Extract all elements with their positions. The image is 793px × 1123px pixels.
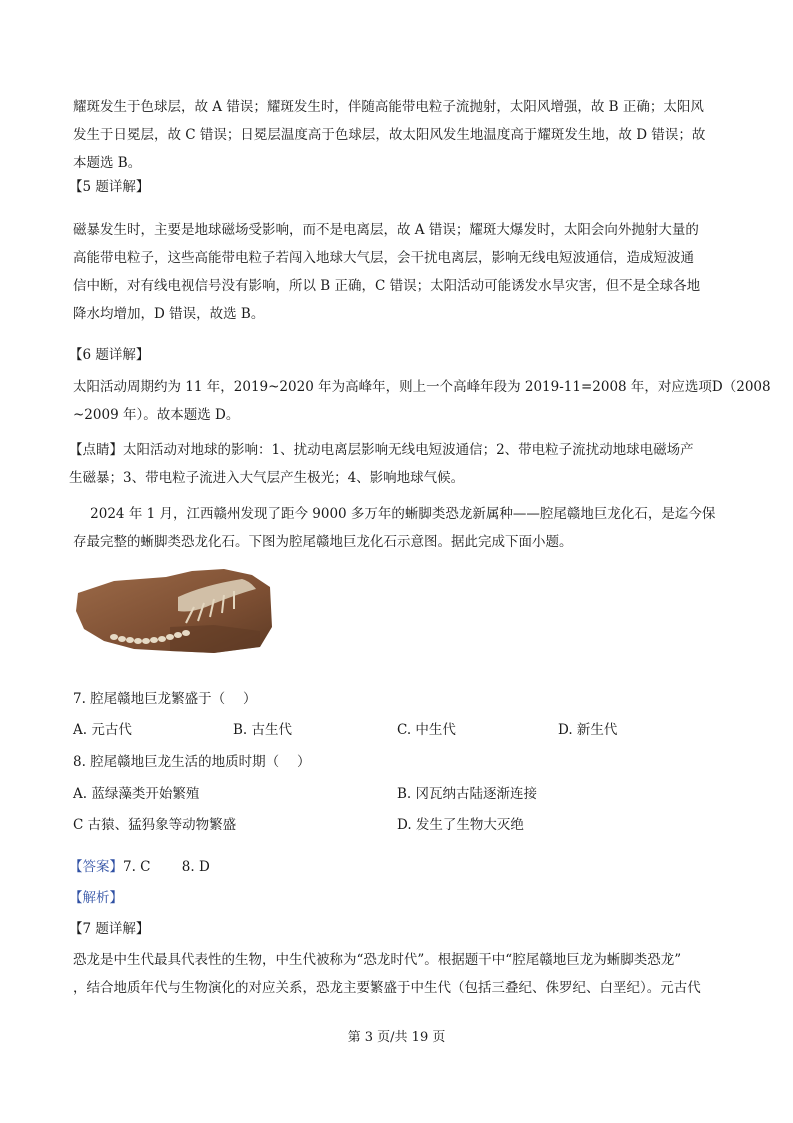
text-line: 信中断，对有线电视信号没有影响，所以 B 正确，C 错误；太阳活动可能诱发水旱灾害，但不是全球各地: [73, 278, 701, 294]
q7-stem: 7. 腔尾赣地巨龙繁盛于（ ）: [73, 691, 257, 707]
q8-stem: 8. 腔尾赣地巨龙生活的地质时期（ ）: [73, 754, 311, 770]
fossil-intro-paragraph: [73, 500, 723, 556]
answer-label: 【答案】: [69, 859, 123, 875]
text-line: 发生于日冕层，故 C 错误；日冕层温度高于色球层，故太阳风发生地温度高于耀斑发生地，故 D 错误；故: [73, 127, 706, 143]
q7-detail-header: 【7 题详解】: [69, 921, 150, 937]
answer-line: [69, 856, 210, 878]
q8-option-d: D. 发生了生物大灭绝: [397, 817, 524, 833]
page-footer: 第 3 页/共 19 页: [347, 1030, 446, 1045]
q5-header: 【5 题详解】: [69, 179, 150, 195]
paragraph-q4-explanation: [73, 93, 723, 177]
text-line: 耀斑发生于色球层，故 A 错误；耀斑发生时，伴随高能带电粒子流抛射，太阳风增强，故 B 正确；太阳风: [73, 99, 704, 115]
q7-option-b: B. 古生代: [233, 722, 293, 738]
text-line: ~2009 年）。故本题选 D。: [73, 407, 240, 423]
text-line: 磁暴发生时，主要是地球磁场受影响，而不是电离层，故 A 错误；耀斑大爆发时，太阳会向外抛射大量的: [73, 222, 699, 238]
answer-value: 7. C 8. D: [123, 859, 210, 875]
text-line: 2024 年 1 月，江西赣州发现了距今 9000 多万年的蜥脚类恐龙新属种——腔尾赣地巨龙化石，是迄今保: [73, 506, 716, 522]
q8-option-c: C 古猿、猛犸象等动物繁盛: [73, 817, 237, 833]
q6-header: 【6 题详解】: [69, 347, 150, 363]
text-line: 降水均增加，D 错误，故选 B。: [73, 306, 265, 322]
analysis-label: 【解析】: [69, 890, 123, 906]
text-line: 【点睛】太阳活动对地球的影响：1、扰动电离层影响无线电短波通信；2、带电粒子流扰动地球电磁场产: [69, 442, 694, 458]
q8-option-a: A. 蓝绿藻类开始繁殖: [73, 786, 200, 802]
tip-paragraph: [69, 436, 719, 492]
q7-option-d: D. 新生代: [558, 722, 618, 738]
text-line: 高能带电粒子，这些高能带电粒子若闯入地球大气层，会干扰电离层，影响无线电短波通信，造成短波通: [73, 250, 694, 266]
paragraph-q5-explanation: [73, 216, 723, 328]
q7-option-c: C. 中生代: [397, 722, 456, 738]
text-line: ，结合地质年代与生物演化的对应关系，恐龙主要繁盛于中生代（包括三叠纪、侏罗纪、白垩纪）。元古代: [73, 980, 701, 996]
paragraph-q7-explanation: [73, 946, 723, 1002]
text-line: 本题选 B。: [73, 155, 142, 171]
text-line: 生磁暴；3、带电粒子流进入大气层产生极光；4、影响地球气候。: [69, 470, 465, 486]
text-line: 恐龙是中生代最具代表性的生物，中生代被称为“恐龙时代”。根据题干中“腔尾赣地巨龙为蜥脚类恐龙”: [73, 952, 682, 968]
fossil-photo: [74, 567, 274, 655]
text-line: 存最完整的蜥脚类恐龙化石。下图为腔尾赣地巨龙化石示意图。据此完成下面小题。: [73, 534, 573, 550]
q8-option-b: B. 冈瓦纳古陆逐渐连接: [397, 786, 538, 802]
text-line: 太阳活动周期约为 11 年，2019~2020 年为高峰年，则上一个高峰年段为 2019-11=2008 年，对应选项D（2008: [73, 379, 771, 395]
paragraph-q6-explanation: [73, 373, 771, 429]
q7-option-a: A. 元古代: [73, 722, 132, 738]
